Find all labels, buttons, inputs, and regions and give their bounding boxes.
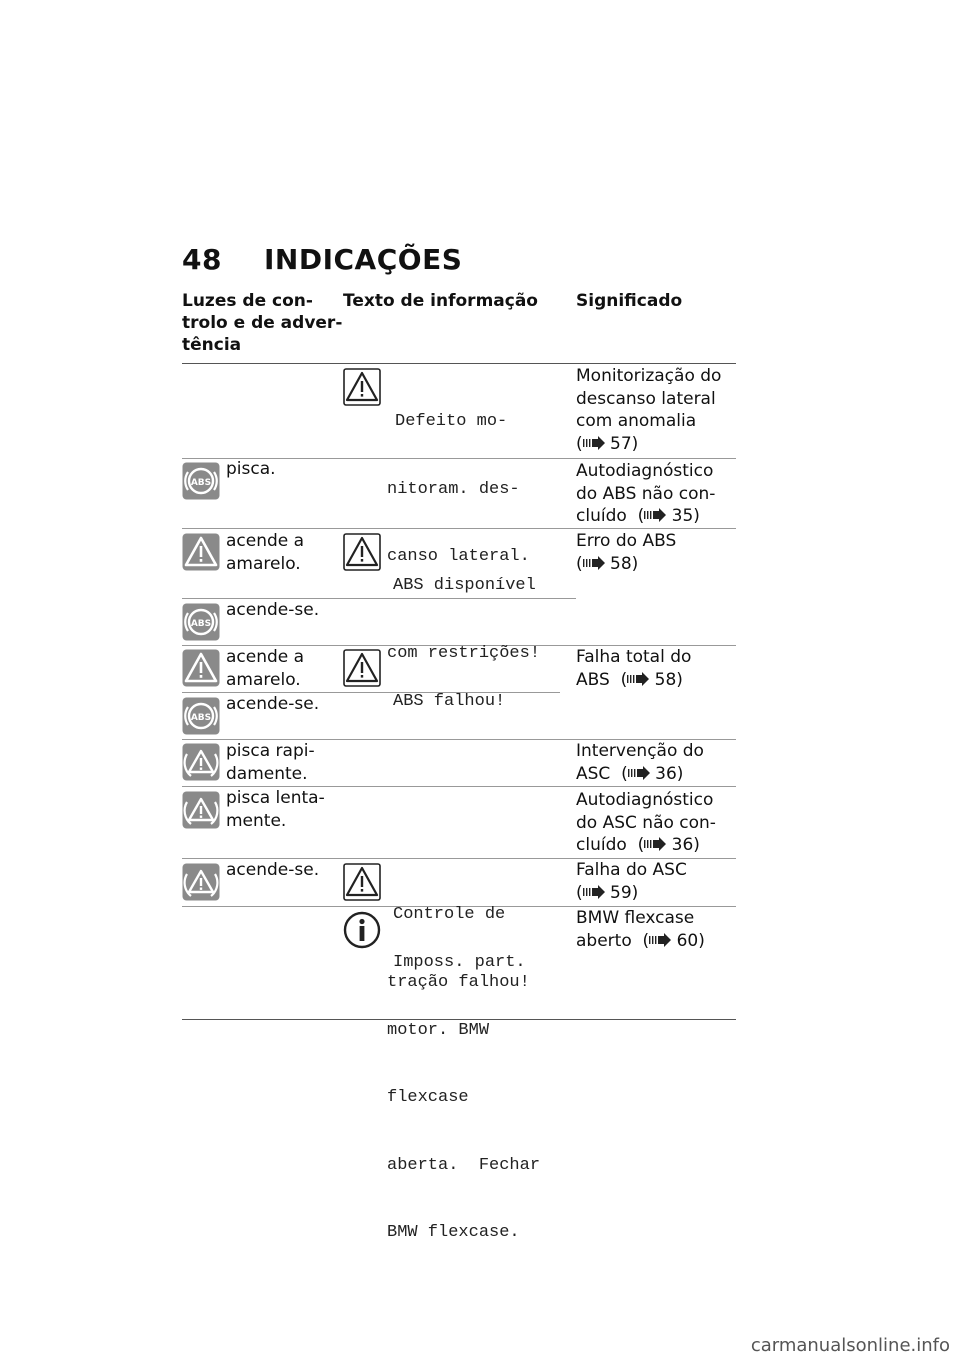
meaning-text: Intervenção do ASC ( 36) <box>576 741 704 784</box>
page-reference: 58) <box>610 553 639 574</box>
page-reference-arrow-icon <box>644 837 666 851</box>
meaning-text: Falha total do ABS ( 58) <box>576 647 692 690</box>
meaning-text: BMW flexcase aberto ( 60) <box>576 908 705 951</box>
light-status: pisca rapi- damente. <box>226 741 315 784</box>
asc-warning-icon <box>182 791 220 829</box>
section-title: INDICAÇÕES <box>264 243 463 276</box>
page-reference: 58) <box>654 669 683 690</box>
warning-triangle-icon <box>182 649 220 687</box>
light-status: acende a amarelo. <box>226 531 305 574</box>
abs-warning-icon <box>182 462 220 500</box>
abs-warning-icon <box>182 603 220 641</box>
page-number: 48 <box>182 243 222 276</box>
asc-warning-icon <box>182 743 220 781</box>
meaning-text: Autodiagnóstico do ABS não con- cluído ( 35) <box>576 461 716 526</box>
light-status: acende-se. <box>226 600 320 620</box>
light-status: acende-se. <box>226 860 320 880</box>
svg-text:ABS: ABS <box>190 713 212 723</box>
meaning-text: Autodiagnóstico do ASC não con- cluído ( 36) <box>576 790 716 855</box>
info-text: Controle de tração falhou! <box>387 905 530 992</box>
light-status: acende a amarelo. <box>226 647 305 690</box>
header-meaning: Significado <box>576 291 683 311</box>
meaning-text: Erro do ABS ( 58) <box>576 531 677 574</box>
warning-triangle-icon <box>343 368 381 406</box>
abs-warning-icon <box>182 697 220 735</box>
page-reference: 35) <box>671 506 700 526</box>
light-status: pisca. <box>226 459 276 479</box>
warning-triangle-icon <box>182 533 220 571</box>
meaning-text: Falha do ASC ( 59) <box>576 860 687 903</box>
page-reference: 36) <box>655 763 684 784</box>
meaning-text: Monitorização do descanso lateral com anomalia ( 57) <box>576 366 722 454</box>
page-reference-arrow-icon <box>644 508 666 522</box>
page-reference-arrow-icon <box>583 436 605 450</box>
page-reference: 57) <box>610 433 639 454</box>
svg-text:ABS: ABS <box>190 619 212 629</box>
watermark: carmanualsonline.info <box>750 1335 950 1356</box>
header-lights: Luzes de con- trolo e de adver- tência <box>182 291 343 355</box>
page-reference-arrow-icon <box>628 766 650 780</box>
info-text: Defeito mo- nitoram. des- canso lateral. <box>387 412 530 566</box>
page-reference-arrow-icon <box>583 885 605 899</box>
warning-triangle-icon <box>343 649 381 687</box>
warning-triangle-icon <box>343 533 381 571</box>
asc-warning-icon <box>182 863 220 901</box>
info-text: ABS disponível com restrições! <box>387 576 541 663</box>
header-info-text: Texto de informação <box>343 291 538 311</box>
page-reference: 36) <box>671 835 700 855</box>
page-reference: 59) <box>610 882 639 903</box>
warning-triangle-icon <box>343 863 381 901</box>
page-reference-arrow-icon <box>627 672 649 686</box>
info-icon <box>343 911 381 949</box>
svg-text:ABS: ABS <box>190 478 212 488</box>
page-reference-arrow-icon <box>583 556 605 570</box>
light-status: pisca lenta- mente. <box>226 788 325 831</box>
page-reference: 60) <box>676 930 705 951</box>
info-text: Imposs. part. motor. BMW flexcase aberta. Fechar BMW flexcase. <box>387 953 541 1242</box>
divider <box>182 363 736 364</box>
page-title <box>182 243 462 276</box>
page-reference-arrow-icon <box>649 933 671 947</box>
info-text: ABS falhou! <box>393 692 506 711</box>
light-status: acende-se. <box>226 694 320 714</box>
